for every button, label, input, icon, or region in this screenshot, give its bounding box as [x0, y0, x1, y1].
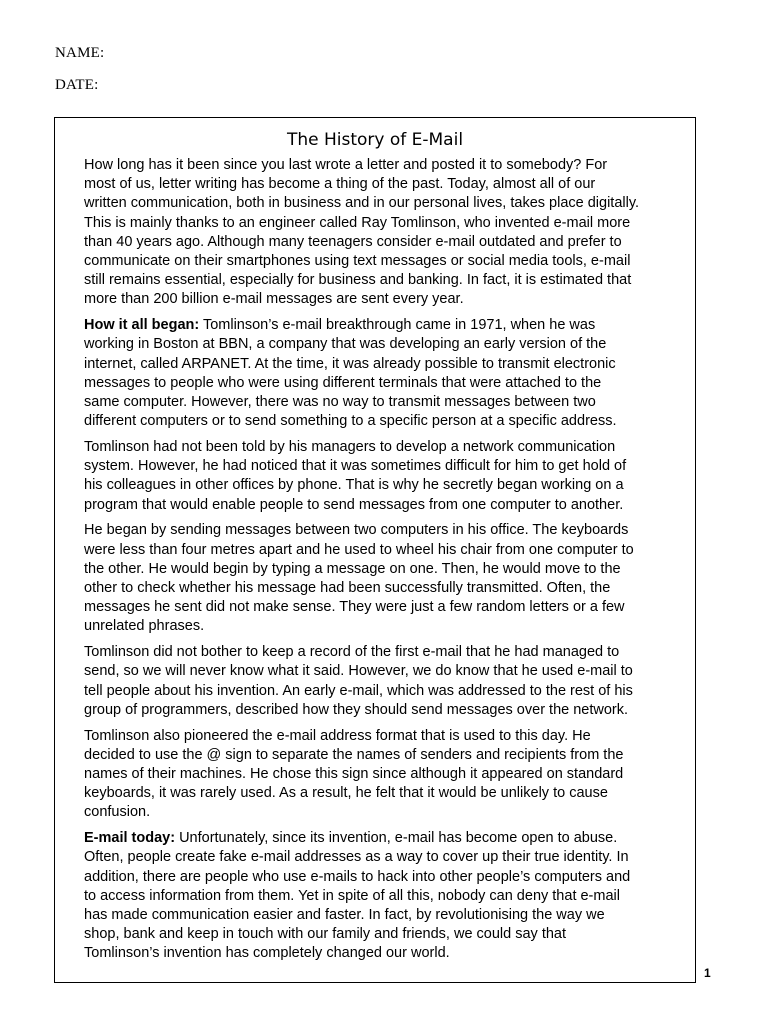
paragraph-line-text: Tomlinson’s e-mail breakthrough came in 1971, when he was — [199, 317, 596, 334]
paragraph-line-text: Unfortunately, since its invention, e-mail has become open to abuse. — [175, 830, 618, 847]
name-label: NAME: — [55, 45, 105, 61]
paragraph-lead-heading: How it all began: — [84, 317, 200, 334]
article-paragraph — [84, 521, 694, 636]
paragraph-line: were less than four metres apart and he used to wheel his chair from one computer to — [84, 541, 634, 558]
date-label: DATE: — [55, 77, 99, 93]
paragraph-line: system. However, he had noticed that it was sometimes difficult for him to get hold of — [84, 458, 627, 475]
paragraph-line: messages he sent did not make sense. They were just a few random letters or a few — [84, 599, 625, 616]
article-paragraph — [84, 438, 694, 515]
article-paragraph — [84, 156, 694, 310]
paragraph-line: his colleagues in other offices by phone. That is why he secretly began working on a — [84, 477, 624, 494]
paragraph-line: still remains essential, especially for business and banking. In fact, it is estimated that — [84, 272, 632, 289]
paragraph-line: names of their machines. He chose this sign since although it appeared on standard — [84, 766, 624, 783]
paragraph-line: tell people about his invention. An early e-mail, which was addressed to the rest of his — [84, 682, 633, 699]
paragraph-line: decided to use the @ sign to separate the names of senders and recipients from the — [84, 746, 624, 763]
paragraph-line: How long has it been since you last wrote a letter and posted it to somebody? For — [84, 157, 608, 173]
paragraph-line: He began by sending messages between two computers in his office. The keyboards — [84, 522, 629, 539]
paragraph-line: working in Boston at BBN, a company that was developing an early version of the — [84, 336, 607, 353]
paragraph-line: Tomlinson’s invention has completely changed our world. — [84, 945, 450, 962]
article-paragraph — [84, 316, 694, 431]
paragraph-line: the other. He would begin by typing a message on one. Then, he would move to the — [84, 560, 621, 577]
paragraph-line: Tomlinson also pioneered the e-mail address format that is used to this day. He — [84, 727, 591, 744]
paragraph-line: keyboards, it was rarely used. As a result, he felt that it would be unlikely to cause — [84, 785, 608, 802]
paragraph-line — [84, 829, 694, 848]
paragraph-line: addition, there are people who use e-mails to hack into other people’s computers and — [84, 868, 631, 885]
paragraph-line: shop, bank and keep in touch with our family and friends, we could say that — [84, 926, 567, 943]
article-title: The History of E-Mail — [286, 130, 464, 150]
paragraph-line: to access information from them. Yet in spite of all this, nobody can deny that e-mail — [84, 887, 620, 904]
paragraph-line: more than 200 billion e-mail messages are sent every year. — [84, 291, 464, 308]
paragraph-line: written communication, both in business and in our personal lives, takes place digitally. — [84, 195, 640, 212]
paragraph-line: Tomlinson had not been told by his managers to develop a network communication — [84, 439, 616, 456]
paragraph-line: send, so we will never know what it said. However, we do know that he used e-mail to — [84, 663, 633, 680]
article-paragraph — [84, 643, 694, 720]
article-box — [54, 117, 696, 983]
paragraph-line: unrelated phrases. — [84, 618, 205, 635]
paragraph-line: than 40 years ago. Although many teenagers consider e-mail outdated and prefer to — [84, 233, 622, 250]
article-body — [84, 156, 694, 970]
paragraph-line: program that would enable people to send messages from one computer to another. — [84, 496, 624, 513]
paragraph-line: Tomlinson did not bother to keep a record of the first e-mail that he had managed to — [84, 644, 620, 661]
paragraph-line: internet, called ARPANET. At the time, it was already possible to transmit electronic — [84, 355, 616, 372]
paragraph-line: other to check whether his message had been successfully transmitted. Often, the — [84, 580, 611, 597]
paragraph-line: group of programmers, described how they should send messages over the network. — [84, 701, 629, 718]
paragraph-line: messages to people who were using different terminals that were attached to the — [84, 374, 602, 391]
paragraph-lead-heading: E-mail today: — [84, 830, 176, 847]
paragraph-line — [84, 316, 694, 335]
paragraph-line: This is mainly thanks to an engineer called Ray Tomlinson, who invented e-mail more — [84, 214, 631, 231]
paragraph-line: most of us, letter writing has become a thing of the past. Today, almost all of our — [84, 176, 596, 193]
paragraph-line: different computers or to send something to a specific person at a specific address. — [84, 413, 617, 430]
article-paragraph — [84, 829, 694, 963]
paragraph-line: Often, people create fake e-mail addresses as a way to cover up their true identity. In — [84, 849, 629, 866]
article-paragraph — [84, 727, 694, 823]
paragraph-line: same computer. However, there was no way to transmit messages between two — [84, 394, 596, 411]
paragraph-line: has made communication easier and faster. In fact, by revolutionising the way we — [84, 907, 605, 924]
page-number: 1 — [704, 966, 711, 980]
paragraph-line: confusion. — [84, 804, 151, 821]
paragraph-line: communicate on their smartphones using text messages or social media tools, e-mail — [84, 253, 631, 270]
